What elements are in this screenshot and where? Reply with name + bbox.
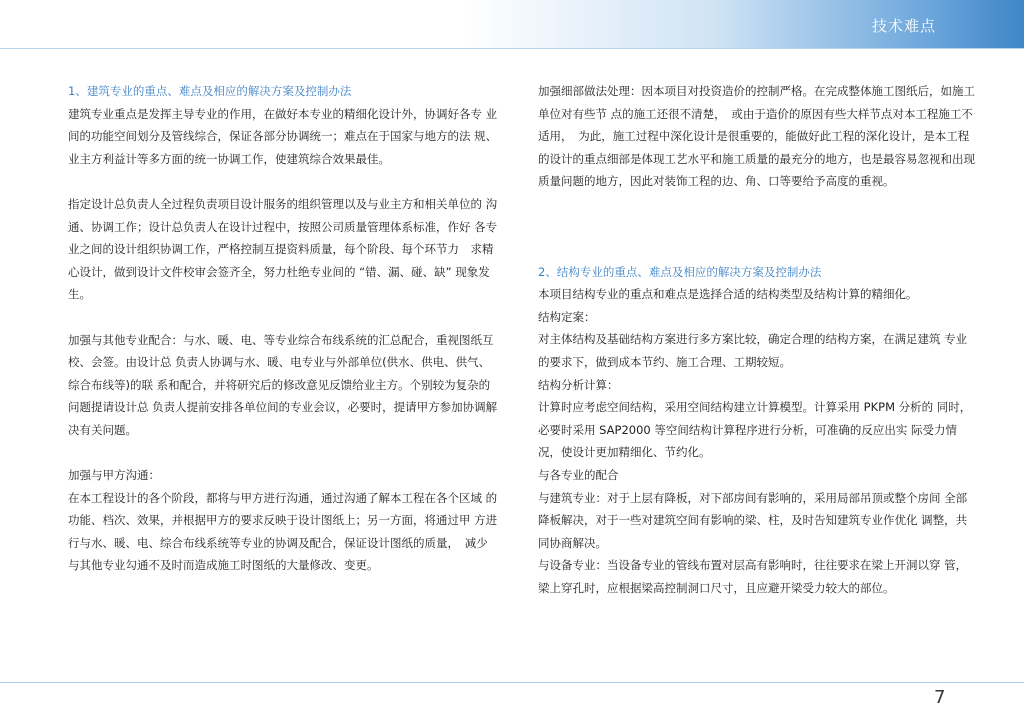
coordination-title: 与各专业的配合 <box>538 467 619 482</box>
coordination-architecture: 与建筑专业：对于上层有降板，对下部房间有影响的，采用局部吊顶或整个房间 全部降板解决，对于一些对建筑空间有影响的梁、柱，及时告知建筑专业作优化 调整，共同协商解决。 <box>538 490 968 550</box>
section-1-title: 1、建筑专业的重点、难点及相应的解决方案及控制办法 <box>68 84 352 98</box>
paragraph-design-lead: 指定设计总负责人全过程负责项目设计服务的组织管理以及与业主方和相关单位的 沟通、协调工作；设计总负责人在设计过程中，按照公司质量管理体系标准，作好 各专业之间的设计组织协调工作，严格控制互提资料质量，每个阶段、每个环节力 求精心设计，做到设计文件校审会签齐全，努力杜绝专业间的 “错、漏、碰、缺” 现象发生。 <box>68 196 498 302</box>
paragraph-detail-handling: 加强细部做法处理：因本项目对投资造价的控制严格。在完成整体施工图纸后，如施工单位对有些节 点的施工还很不清楚， 或由于造价的原因有些大样节点对本工程施工不适用， 为此，施工过程中深化设计是很重要的，能做好此工程的深化设计，是本工程的设计的重点细部是体现工艺水平和施工质量的最充分的地方，也是最容易忽视和出现质量问题的地方，因此对装饰工程的边、角、口等要给予高度的重视。 <box>538 84 975 189</box>
footer-divider <box>0 682 1024 683</box>
paragraph-architecture-focus: 建筑专业重点是发挥主导专业的作用，在做好本专业的精细化设计外，协调好各专 业间的功能空间划分及管线综合，保证各部分协调统一；难点在于国家与地方的法 规、业主方利益计等多方面的统一协调工作，使建筑综合效果最佳。 <box>68 106 498 166</box>
structure-scheme-title: 结构定案： <box>538 309 596 324</box>
structure-analysis-title: 结构分析计算： <box>538 377 619 392</box>
right-column <box>538 80 978 599</box>
left-column <box>68 80 498 577</box>
structure-scheme-text: 对主体结构及基础结构方案进行多方案比较，确定合理的结构方案，在满足建筑 专业的要求下，做到成本节约、施工合理、工期较短。 <box>538 332 968 369</box>
coordination-equipment: 与设备专业：当设备专业的管线布置对层高有影响时，往往要求在梁上开洞以穿 管，梁上穿孔时，应根据梁高控制洞口尺寸，且应避开梁受力较大的部位。 <box>538 558 968 595</box>
header-band <box>0 0 1024 48</box>
page-number: 7 <box>934 687 946 708</box>
paragraph-client-communication: 在本工程设计的各个阶段，都将与甲方进行沟通，通过沟通了解本工程在各个区域 的功能、档次、效果，并根据甲方的要求反映于设计图纸上；另一方面，将通过甲 方进行与水、暖、电、综合布线系统等专业的协调及配合，保证设计图纸的质量， 减少与其他专业勾通不及时而造成施工时图纸的大量修改、变更。 <box>68 490 498 573</box>
structure-analysis-text: 计算时应考虑空间结构，采用空间结构建立计算模型。计算采用 PKPM 分析的 同时，必要时采用 SAP2000 等空间结构计算程序进行分析，可准确的反应出实 际受力情况，使设计更加精细化、节约化。 <box>538 400 972 460</box>
section-2-title: 2、结构专业的重点、难点及相应的解决方案及控制办法 <box>538 264 822 279</box>
page-header-title: 技术难点 <box>871 17 936 35</box>
paragraph-structure-intro: 本项目结构专业的重点和难点是选择合适的结构类型及结构计算的精细化。 <box>538 287 918 302</box>
paragraph-discipline-coordination: 加强与其他专业配合：与水、暖、电、等专业综合布线系统的汇总配合，重视图纸互校、会签。由设计总 负责人协调与水、暖、电专业与外部单位(供水、供电、供气、综合布线等)的联 系和配合，并将研究后的修改意见反馈给业主方。个别较为复杂的问题提请设计总 负责人提前安排各单位间的专业会议，必要时，提请甲方参加协调解决有关问题。 <box>68 332 498 437</box>
header-divider <box>0 48 1024 49</box>
paragraph-client-communication-title: 加强与甲方沟通： <box>68 468 160 483</box>
